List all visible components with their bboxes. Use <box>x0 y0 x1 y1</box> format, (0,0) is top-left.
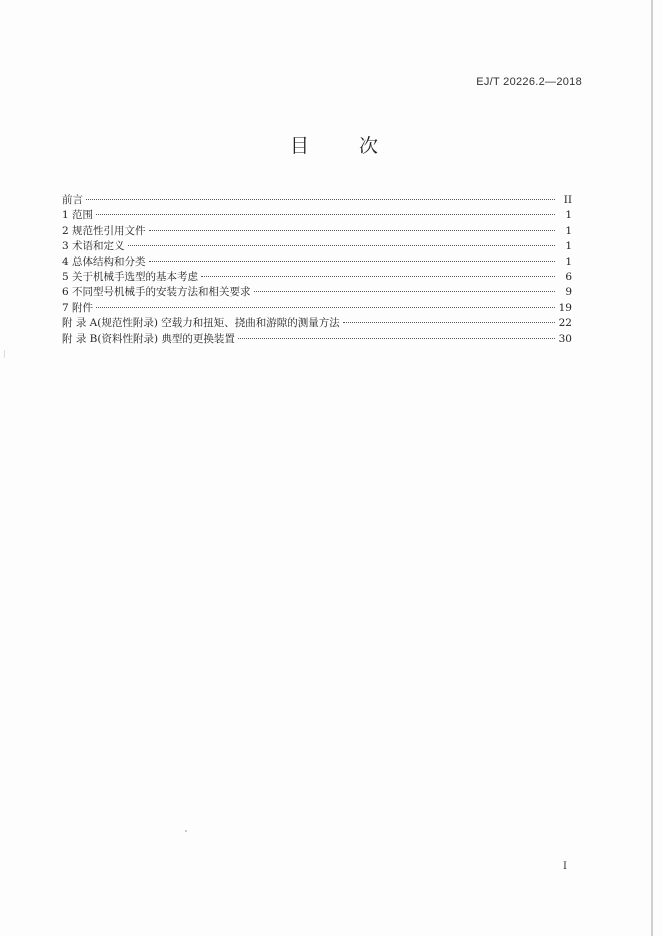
toc-entry-selection-considerations[interactable] <box>62 270 572 285</box>
toc-entry-label: 附 录 A(规范性附录) 空载力和扭矩、挠曲和游隙的测量方法 <box>62 317 340 330</box>
toc-entry-structure-classification[interactable] <box>62 255 572 270</box>
toc-entry-label: 7 附件 <box>62 301 94 314</box>
table-of-contents <box>62 193 572 347</box>
toc-entry-appendix-b[interactable] <box>62 332 572 347</box>
toc-entry-label: 附 录 B(资料性附录) 典型的更换装置 <box>62 332 235 345</box>
toc-entry-label: 前言 <box>62 194 83 206</box>
toc-leader-dots <box>96 307 555 308</box>
toc-entry-normative-references[interactable] <box>62 224 572 239</box>
toc-entry-page: 1 <box>565 224 572 237</box>
scan-speck <box>185 830 187 832</box>
page-title: 目 次 <box>289 135 401 157</box>
toc-leader-dots <box>96 214 555 215</box>
toc-entry-page: 1 <box>565 240 572 253</box>
toc-leader-dots <box>343 322 555 323</box>
toc-leader-dots <box>128 245 555 246</box>
toc-entry-page: 6 <box>565 270 572 283</box>
toc-leader-dots <box>254 291 555 292</box>
toc-entry-label: 4 总体结构和分类 <box>62 255 146 268</box>
toc-leader-dots <box>86 199 555 200</box>
toc-entry-terms-definitions[interactable] <box>62 239 572 254</box>
toc-entry-label: 2 规范性引用文件 <box>62 224 146 237</box>
toc-entry-label: 6 不同型号机械手的安装方法和相关要求 <box>62 286 251 299</box>
toc-entry-page: 22 <box>558 317 572 330</box>
toc-leader-dots <box>149 230 555 231</box>
toc-entry-page: 19 <box>558 301 572 314</box>
toc-entry-scope[interactable] <box>62 208 572 223</box>
toc-leader-dots <box>201 276 555 277</box>
toc-entry-label: 1 范围 <box>62 209 94 222</box>
toc-leader-dots <box>238 338 555 339</box>
toc-entry-label: 5 关于机械手选型的基本考虑 <box>62 270 199 283</box>
toc-entry-page: 1 <box>565 209 572 222</box>
document-code: EJ/T 20226.2—2018 <box>476 76 582 88</box>
toc-entry-label: 3 术语和定义 <box>62 240 125 253</box>
toc-entry-page: 9 <box>565 286 572 299</box>
toc-entry-foreword[interactable] <box>62 193 572 208</box>
toc-entry-page: II <box>563 194 572 206</box>
toc-leader-dots <box>149 261 555 262</box>
scan-speck <box>4 350 5 358</box>
toc-entry-page: 1 <box>565 255 572 268</box>
toc-entry-installation-methods[interactable] <box>62 285 572 300</box>
footer-page-number: I <box>563 861 567 872</box>
toc-entry-appendix-a[interactable] <box>62 316 572 331</box>
toc-entry-accessories[interactable] <box>62 301 572 316</box>
toc-entry-page: 30 <box>558 332 572 345</box>
